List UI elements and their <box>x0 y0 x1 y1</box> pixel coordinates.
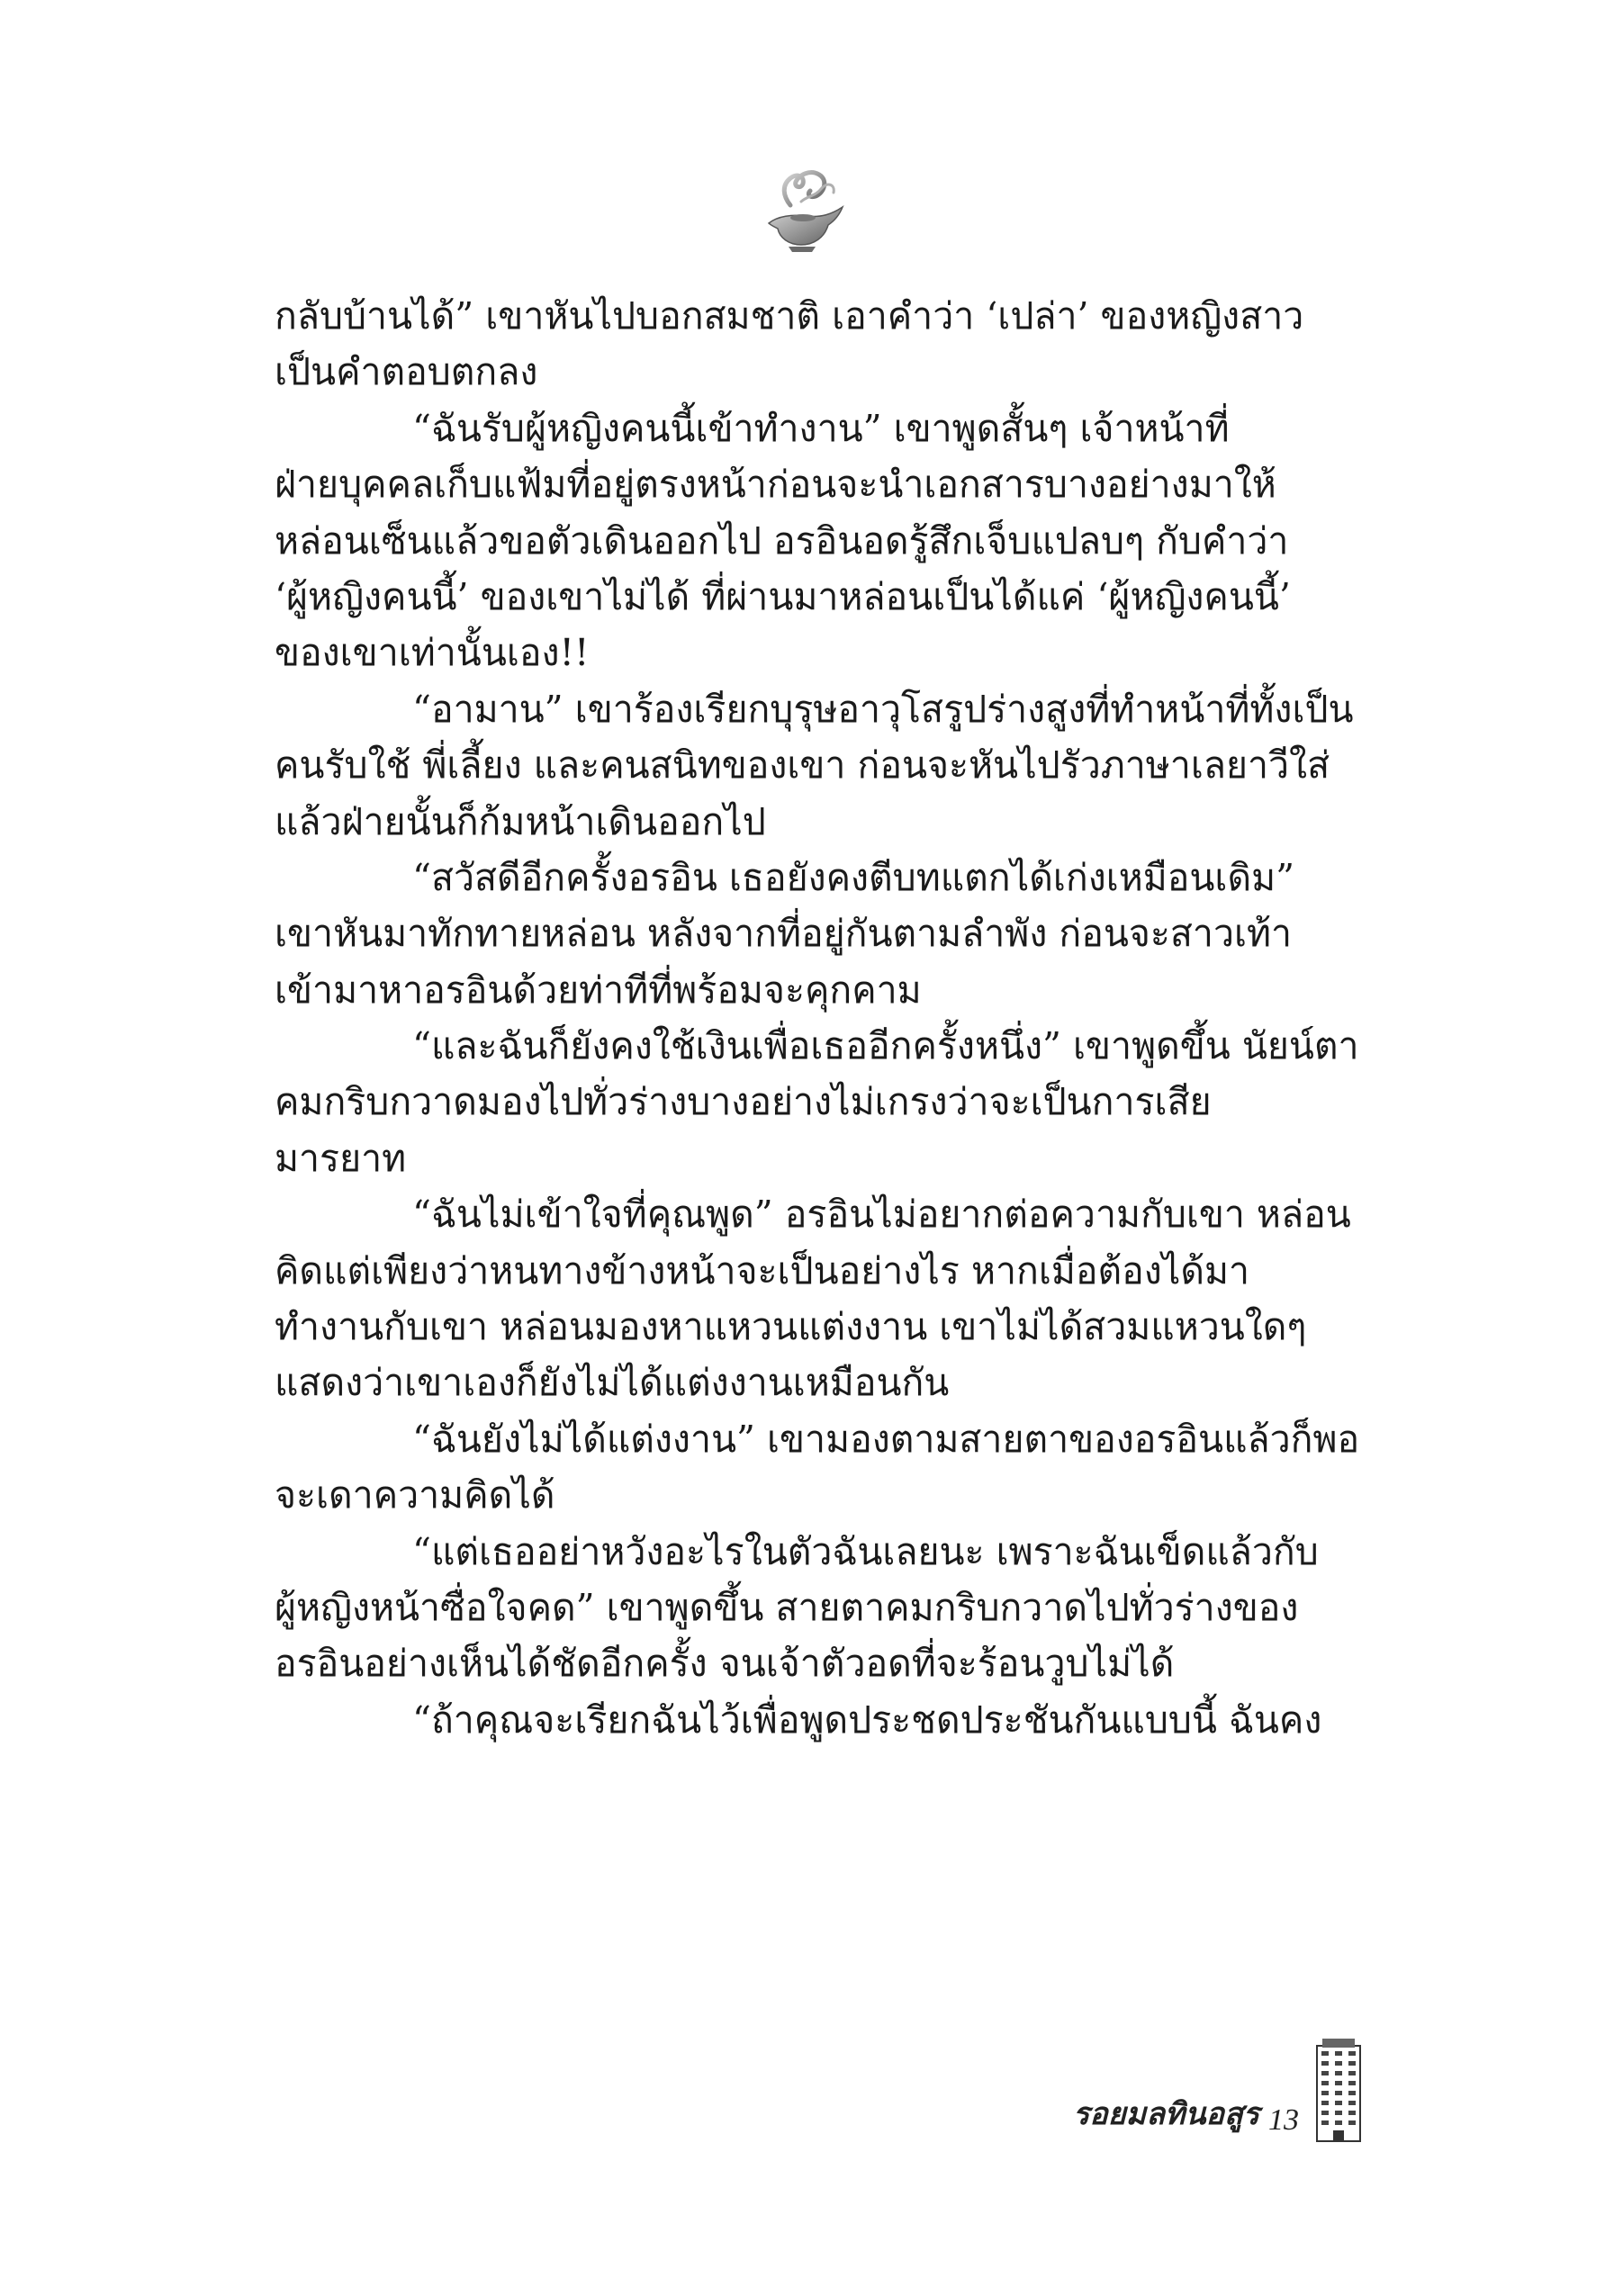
text-line: เป็นคำตอบตกลง <box>275 350 538 394</box>
text-line: “ฉันรับผู้หญิงคนนี้เข้าทำงาน” เขาพูดสั้นๆ เจ้าหน้าที่ <box>412 406 1230 450</box>
building-icon <box>1313 2037 1364 2143</box>
text-line: มารยาท <box>275 1136 407 1180</box>
text-line: ‘ผู้หญิงคนนี้’ ของเขาไม่ได้ ที่ผ่านมาหล่อนเป็นได้แค่ ‘ผู้หญิงคนนี้’ <box>275 574 1291 618</box>
body-text <box>275 288 1373 1748</box>
text-line: ฝ่ายบุคคลเก็บแฟ้มที่อยู่ตรงหน้าก่อนจะนำเอกสารบางอย่างมาให้ <box>275 463 1276 507</box>
text-line: “สวัสดีอีกครั้งอรอิน เธอยังคงตีบทแตกได้เก่งเหมือนเดิม” <box>412 855 1295 899</box>
text-line: จะเดาความคิดได้ <box>275 1473 555 1517</box>
text-line: “ฉันไม่เข้าใจที่คุณพูด” อรอินไม่อยากต่อความกับเขา หล่อน <box>412 1193 1351 1237</box>
text-line: “ฉันยังไม่ได้แต่งงาน” เขามองตามสายตาของอรอินแล้วก็พอ <box>412 1417 1360 1461</box>
genie-lamp-icon <box>756 160 855 259</box>
text-line: ทำงานกับเขา หล่อนมองหาแหวนแต่งงาน เขาไม่ได้สวมแหวนใดๆ <box>275 1305 1307 1349</box>
text-line: ของเขาเท่านั้นเอง!! <box>275 631 590 675</box>
page-footer <box>1073 2035 1364 2143</box>
text-line: แสดงว่าเขาเองก็ยังไม่ได้แต่งงานเหมือนกัน <box>275 1361 950 1405</box>
text-line: อรอินอย่างเห็นได้ชัดอีกครั้ง จนเจ้าตัวอดที่จะร้อนวูบไม่ได้ <box>275 1642 1175 1686</box>
text-line: “แต่เธออย่าหวังอะไรในตัวฉันเลยนะ เพราะฉันเข็ดแล้วกับ <box>412 1529 1319 1573</box>
text-line: “ถ้าคุณจะเรียกฉันไว้เพื่อพูดประชดประชันกันแบบนี้ ฉันคง <box>412 1697 1322 1742</box>
text-line: กลับบ้านได้” เขาหันไปบอกสมชาติ เอาคำว่า ‘เปล่า’ ของหญิงสาว <box>275 294 1304 338</box>
text-line: คนรับใช้ พี่เลี้ยง และคนสนิทของเขา ก่อนจะหันไปรัวภาษาเลยาวีใส่ <box>275 743 1330 788</box>
text-line: หล่อนเซ็นแล้วขอตัวเดินออกไป อรอินอดรู้สึกเจ็บแปลบๆ กับคำว่า <box>275 518 1289 563</box>
text-line: ผู้หญิงหน้าซื่อใจคด” เขาพูดขึ้น สายตาคมกริบกวาดไปทั่วร่างของ <box>275 1585 1299 1629</box>
page-number: 13 <box>1268 2103 1299 2137</box>
text-line: คิดแต่เพียงว่าหนทางข้างหน้าจะเป็นอย่างไร หากเมื่อต้องได้มา <box>275 1248 1250 1292</box>
text-line: แล้วฝ่ายนั้นก็ก้มหน้าเดินออกไป <box>275 799 766 843</box>
text-line: คมกริบกวาดมองไปทั่วร่างบางอย่างไม่เกรงว่าจะเป็นการเสีย <box>275 1080 1212 1124</box>
text-line: เขาหันมาทักทายหล่อน หลังจากที่อยู่กันตามลำพัง ก่อนจะสาวเท้า <box>275 912 1293 956</box>
text-line: “อามาน” เขาร้องเรียกบุรุษอาวุโสรูปร่างสูงที่ทำหน้าที่ทั้งเป็น <box>412 687 1354 731</box>
text-line: เข้ามาหาอรอินด้วยท่าทีที่พร้อมจะคุกคาม <box>275 968 922 1012</box>
text-line: “และฉันก็ยังคงใช้เงินเพื่อเธออีกครั้งหนึ่ง” เขาพูดขึ้น นัยน์ตา <box>412 1024 1359 1068</box>
book-title: รอยมลทินอสูร <box>1073 2096 1259 2132</box>
